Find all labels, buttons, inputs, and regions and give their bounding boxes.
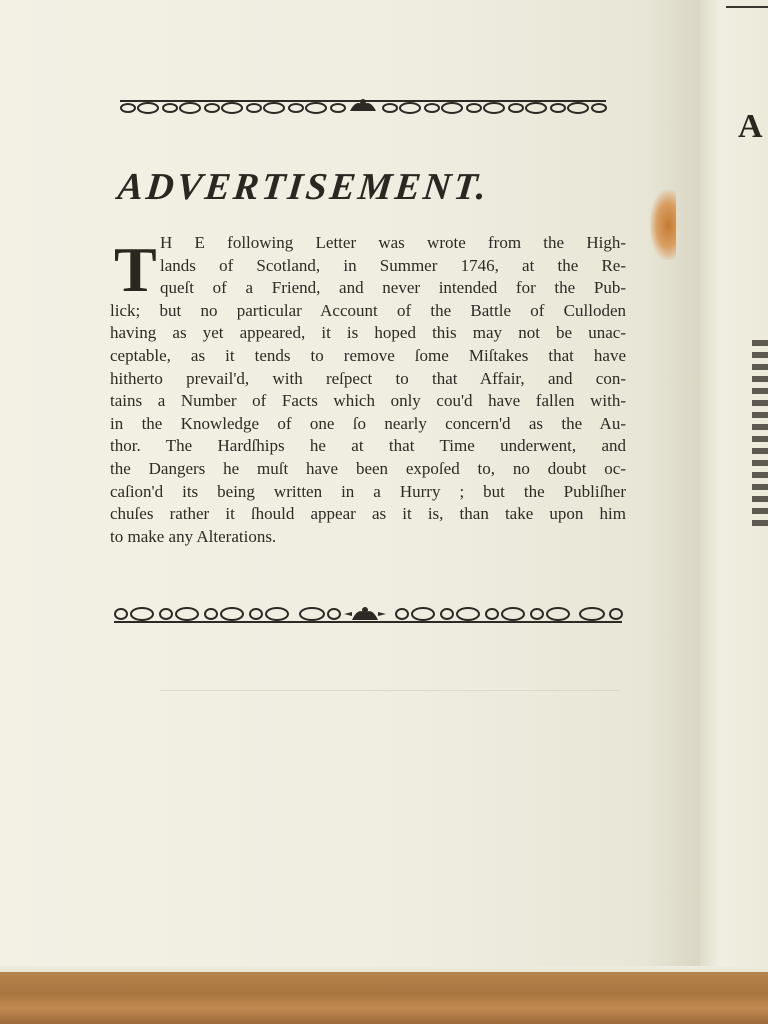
text-line: chuſes rather it ſhould appear as it is, than take upon him	[110, 504, 626, 524]
text-line: the Dangers he muſt have been expoſed to, no doubt oc-	[110, 458, 626, 478]
top-ornament	[118, 97, 608, 115]
text-line: queſt of a Friend, and never intended for the Pub-	[160, 278, 626, 298]
ornament-band-bottom	[112, 604, 624, 624]
text-line: having as yet appeared, it is hoped this may not be unac-	[110, 323, 626, 343]
text-line: caſion'd its being written in a Hurry ; but the Publiſher	[110, 481, 626, 501]
text-line: lands of Scotland, in Summer 1746, at the Re-	[160, 255, 626, 275]
bottom-ornament	[112, 605, 624, 623]
text-line: in the Knowledge of one ſo nearly concern'd as the Au-	[110, 413, 626, 433]
right-page-letter: A	[738, 108, 763, 145]
text-line: to make any Alterations.	[110, 526, 277, 546]
bleed-through-rule	[160, 690, 620, 691]
text-line: thor. The Hardſhips he at that Time underwent, and	[110, 436, 626, 456]
drop-cap: T	[114, 234, 157, 305]
advertisement-body	[110, 232, 626, 548]
paper-tear	[650, 190, 676, 260]
text-line: tains a Number of Facts which only cou'd have fallen with-	[110, 391, 626, 411]
text-line: ceptable, as it tends to remove ſome Miſtakes that have	[110, 345, 626, 365]
wooden-table	[0, 972, 768, 1024]
text-line: H E following Letter was wrote from the High-	[160, 233, 626, 252]
text-line: lick; but no particular Account of the Battle of Culloden	[110, 300, 626, 320]
bleed-through-heading	[120, 0, 640, 51]
right-page-rule	[726, 6, 768, 8]
right-page-ornament	[752, 340, 768, 530]
ornament-band-top	[118, 97, 608, 115]
page-title: ADVERTISEMENT.	[115, 166, 492, 208]
text-line: hitherto prevail'd, with reſpect to that Affair, and con-	[110, 368, 626, 388]
